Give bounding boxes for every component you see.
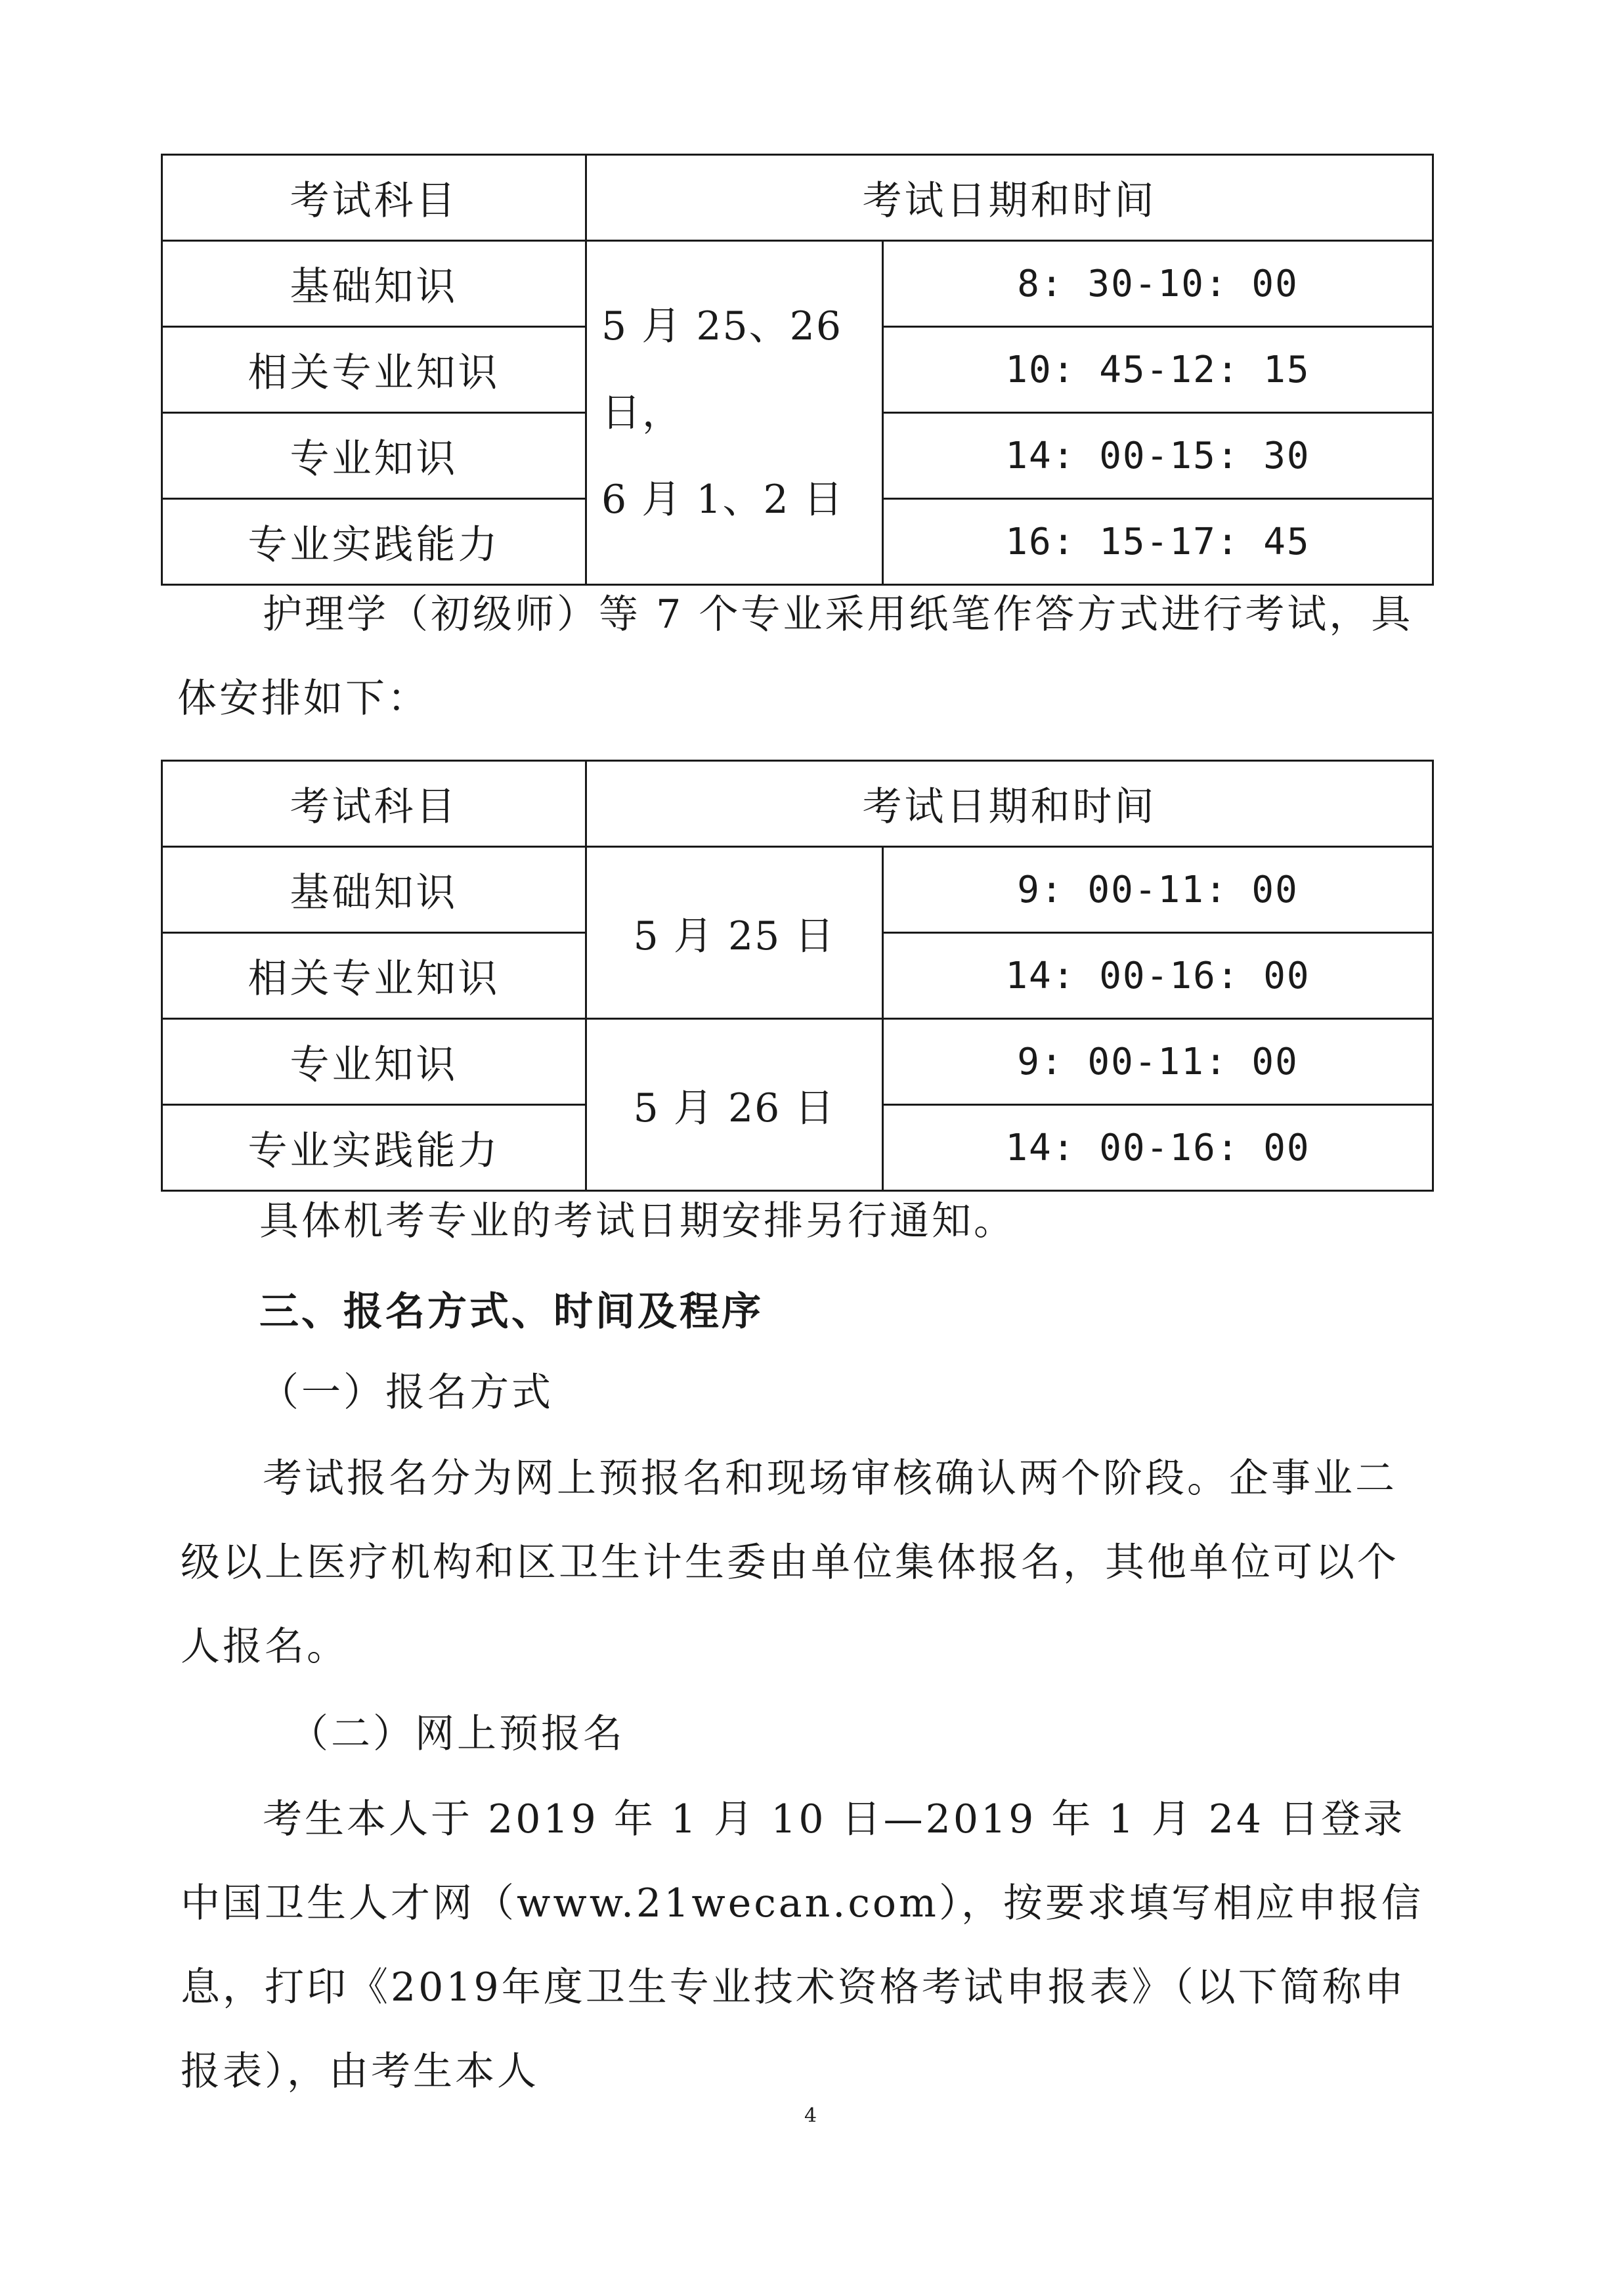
- time-cell: 14: 00-16: 00: [883, 933, 1433, 1019]
- time-cell: 16: 15-17: 45: [883, 499, 1433, 585]
- date-cell: 5 月 25 日: [586, 847, 883, 1019]
- time-cell: 9: 00-11: 00: [883, 1019, 1433, 1105]
- sub1-paragraph: 考试报名分为网上预报名和现场审核确认两个阶段。企事业二级以上医疗机构和区卫生计生委由单位集体报名，其他单位可以个人报名。: [181, 1456, 1399, 1670]
- intro-paragraph: 护理学（初级师）等 7 个专业采用纸笔作答方式进行考试，具体安排如下：: [177, 592, 1414, 722]
- machine-exam-note: 具体机考专业的考试日期安排另行通知。: [259, 1198, 1016, 1244]
- table-row: [162, 847, 1433, 933]
- subject-cell: 相关专业知识: [162, 933, 586, 1019]
- sub2-heading: （二）网上预报名: [289, 1711, 625, 1757]
- date-cell: 5 月 26 日: [586, 1019, 883, 1191]
- exam-schedule-table-1: [161, 154, 1434, 586]
- subject-cell: 相关专业知识: [162, 327, 586, 413]
- subject-cell: 专业实践能力: [162, 1105, 586, 1191]
- page-number: 4: [804, 2104, 817, 2127]
- table-row: [162, 241, 1433, 327]
- header-subject: 考试科目: [162, 155, 586, 241]
- table-header-row: [162, 761, 1433, 847]
- table-row: [162, 1019, 1433, 1105]
- date-line-2: 6 月 1、2 日: [601, 476, 844, 523]
- subject-cell: 专业知识: [162, 413, 586, 499]
- subject-cell: 基础知识: [162, 241, 586, 327]
- header-datetime: 考试日期和时间: [586, 761, 1433, 847]
- subject-cell: 基础知识: [162, 847, 586, 933]
- subject-cell: 专业实践能力: [162, 499, 586, 585]
- time-cell: 8: 30-10: 00: [883, 241, 1433, 327]
- time-cell: 14: 00-16: 00: [883, 1105, 1433, 1191]
- date-line-1: 5 月 25、26 日，: [601, 303, 843, 436]
- section-3-heading: 三、报名方式、时间及程序: [259, 1289, 764, 1335]
- subject-cell: 专业知识: [162, 1019, 586, 1105]
- time-cell: 9: 00-11: 00: [883, 847, 1433, 933]
- table-header-row: [162, 155, 1433, 241]
- exam-schedule-table-2: [161, 760, 1434, 1192]
- header-datetime: 考试日期和时间: [586, 155, 1433, 241]
- time-cell: 14: 00-15: 30: [883, 413, 1433, 499]
- sub2-paragraph: 考生本人于 2019 年 1 月 10 日—2019 年 1 月 24 日登录中国卫生人才网（www.21wecan.com），按要求填写相应申报信息，打印《2019年度卫生专业技术资格考试申报表》（以下简称申报表），由考生本人: [181, 1796, 1423, 2094]
- header-subject: 考试科目: [162, 761, 586, 847]
- date-cell: [586, 241, 883, 585]
- sub1-heading: （一）报名方式: [259, 1370, 553, 1416]
- time-cell: 10: 45-12: 15: [883, 327, 1433, 413]
